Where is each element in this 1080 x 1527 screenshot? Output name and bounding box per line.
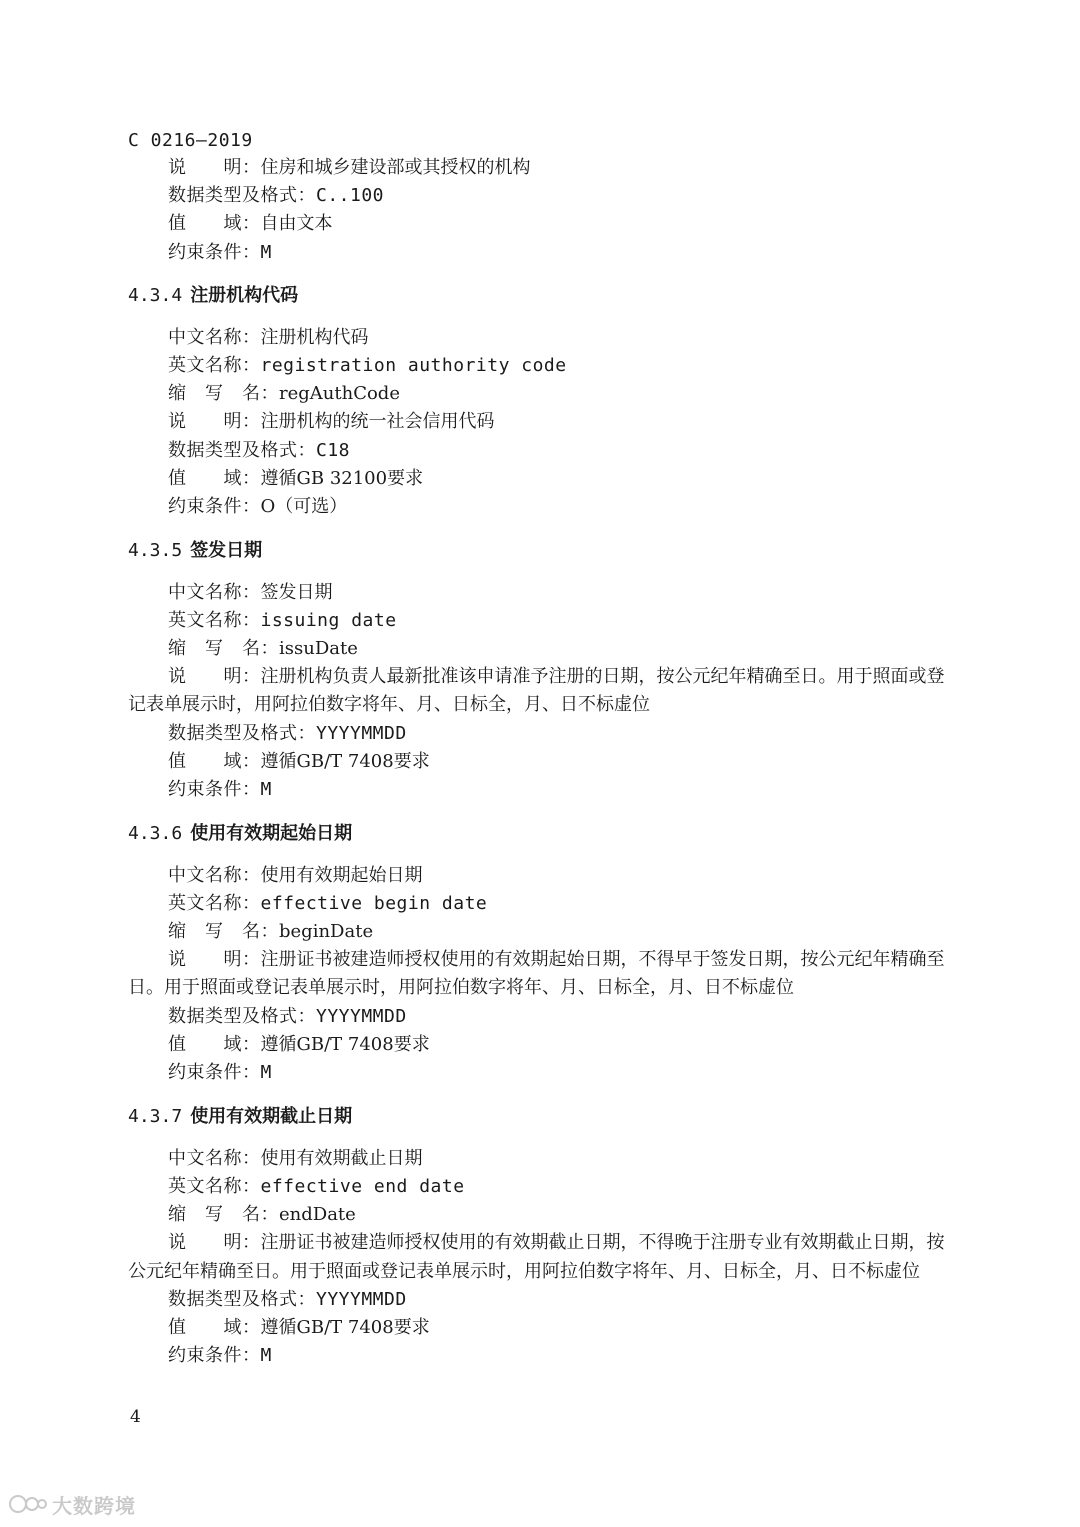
section-heading-437: 4.3.7 使用有效期截止日期: [128, 1106, 353, 1127]
wechat-logo-icon: [8, 1491, 48, 1517]
field-description: 说 明：注册证书被建造师授权使用的有效期起始日期，不得早于签发日期，按公元纪年精确至: [168, 949, 945, 970]
field-chinese-name: 中文名称：使用有效期截止日期: [168, 1148, 423, 1169]
field-english-name: 英文名称：effective begin date: [168, 893, 488, 914]
watermark: [8, 1490, 136, 1518]
field-description: 说 明：注册机构的统一社会信用代码: [168, 411, 495, 432]
field-description: 说 明：住房和城乡建设部或其授权的机构: [168, 157, 531, 178]
field-chinese-name: 中文名称：签发日期: [168, 582, 333, 603]
field-abbreviation: 缩 写 名：beginDate: [168, 921, 374, 942]
field-description: 说 明：注册证书被建造师授权使用的有效期截止日期，不得晚于注册专业有效期截止日期，按: [168, 1232, 945, 1253]
watermark-text: 大数跨境: [52, 1493, 136, 1518]
field-constraint: 约束条件：M: [168, 1062, 272, 1083]
field-chinese-name: 中文名称：使用有效期起始日期: [168, 865, 423, 886]
field-description-continued: 公元纪年精确至日。用于照面或登记表单展示时，用阿拉伯数字将年、月、日标全，月、日不标虚位: [128, 1261, 920, 1282]
field-description: 说 明：注册机构负责人最新批准该申请准予注册的日期，按公元纪年精确至日。用于照面或登: [168, 666, 945, 687]
section-heading-436: 4.3.6 使用有效期起始日期: [128, 823, 353, 844]
field-constraint: 约束条件：O（可选）: [168, 496, 348, 517]
field-english-name: 英文名称：registration authority code: [168, 355, 567, 376]
field-value-domain: 值 域：遵循GB/T 7408要求: [168, 1317, 430, 1338]
section-heading-434: 4.3.4 注册机构代码: [128, 285, 299, 306]
field-english-name: 英文名称：effective end date: [168, 1176, 465, 1197]
field-description-continued: 日。用于照面或登记表单展示时，用阿拉伯数字将年、月、日标全，月、日不标虚位: [128, 977, 794, 998]
field-value-domain: 值 域：遵循GB 32100要求: [168, 468, 424, 489]
field-chinese-name: 中文名称：注册机构代码: [168, 327, 369, 348]
field-data-type: 数据类型及格式：C..100: [168, 185, 385, 206]
field-description-continued: 记表单展示时，用阿拉伯数字将年、月、日标全，月、日不标虚位: [128, 694, 650, 715]
field-value-domain: 值 域：自由文本: [168, 213, 333, 234]
field-value-domain: 值 域：遵循GB/T 7408要求: [168, 1034, 430, 1055]
field-data-type: 数据类型及格式：YYYYMMDD: [168, 723, 407, 744]
field-abbreviation: 缩 写 名：issuDate: [168, 638, 358, 659]
field-abbreviation: 缩 写 名：endDate: [168, 1204, 356, 1225]
field-abbreviation: 缩 写 名：regAuthCode: [168, 383, 400, 404]
standard-code: C 0216—2019: [128, 130, 253, 151]
field-data-type: 数据类型及格式：YYYYMMDD: [168, 1006, 407, 1027]
field-constraint: 约束条件：M: [168, 242, 272, 263]
field-value-domain: 值 域：遵循GB/T 7408要求: [168, 751, 430, 772]
field-english-name: 英文名称：issuing date: [168, 610, 397, 631]
section-heading-435: 4.3.5 签发日期: [128, 540, 263, 561]
field-data-type: 数据类型及格式：YYYYMMDD: [168, 1289, 407, 1310]
field-data-type: 数据类型及格式：C18: [168, 440, 351, 461]
page-number: 4: [130, 1407, 141, 1427]
field-constraint: 约束条件：M: [168, 779, 272, 800]
field-constraint: 约束条件：M: [168, 1345, 272, 1366]
